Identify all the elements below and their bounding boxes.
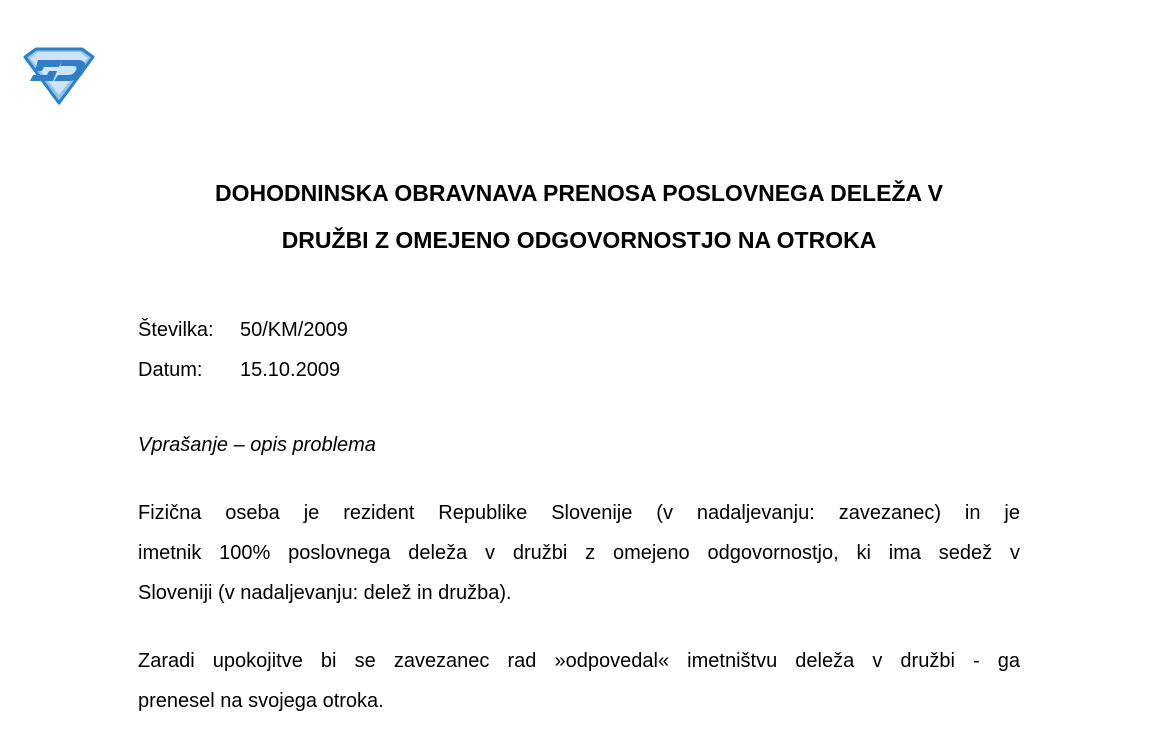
- paragraph-1-line-2: imetnik 100% poslovnega deleža v družbi z omejeno odgovornostjo, ki ima sedež v: [138, 542, 1020, 564]
- paragraph-2: [138, 641, 1020, 721]
- title-line-1: DOHODNINSKA OBRAVNAVA PRENOSA POSLOVNEGA DELEŽA V: [215, 180, 943, 206]
- paragraph-2-line-1: Zaradi upokojitve bi se zavezanec rad »odpovedal« imetništvu deleža v družbi - ga: [138, 650, 1020, 672]
- date-row: [138, 350, 348, 390]
- paragraph-2-line-2: prenesel na svojega otroka.: [138, 690, 384, 712]
- date-value: 15.10.2009: [240, 359, 341, 381]
- document-title: [138, 170, 1020, 264]
- number-row: [138, 310, 348, 350]
- logo: [22, 47, 96, 105]
- number-label: Številka:: [138, 319, 214, 341]
- title-line-2: DRUŽBI Z OMEJENO ODGOVORNOSTJO NA OTROKA: [281, 227, 877, 253]
- paragraph-1-line-3: Sloveniji (v nadaljevanju: delež in družba).: [138, 582, 512, 604]
- paragraph-1: [138, 493, 1020, 613]
- section-heading: Vprašanje – opis problema: [138, 434, 376, 456]
- number-value: 50/KM/2009: [240, 319, 348, 341]
- document-meta: [138, 310, 348, 390]
- date-label: Datum:: [138, 359, 203, 381]
- sd-diamond-logo-icon: [22, 47, 96, 105]
- paragraph-1-line-1: Fizična oseba je rezident Republike Slovenije (v nadaljevanju: zavezanec) in je: [138, 502, 1020, 524]
